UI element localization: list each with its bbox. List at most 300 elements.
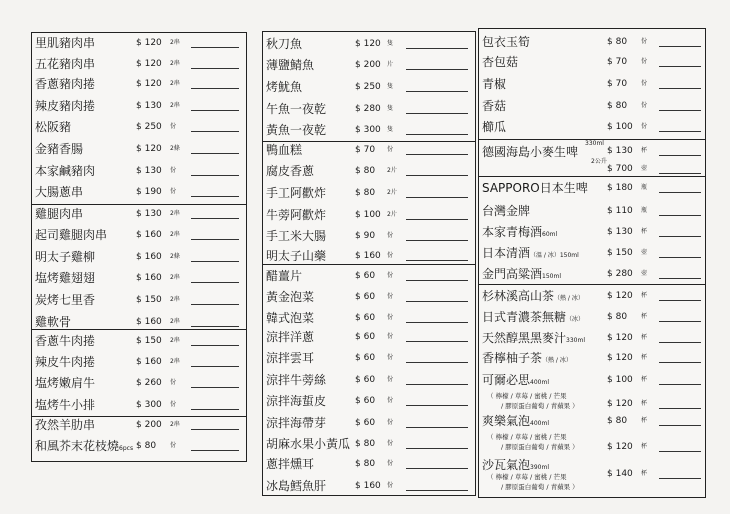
item-size-note: （冰） (566, 316, 585, 323)
order-blank (659, 300, 701, 301)
order-blank (659, 278, 701, 279)
item-name (266, 123, 326, 137)
item-price: $ 120 (355, 39, 381, 49)
item-name-text: 里肌豬肉串 (35, 36, 96, 50)
item-unit: 份 (387, 333, 394, 340)
item-price: $ 160 (136, 230, 162, 240)
item-name (266, 394, 326, 408)
menu-item (263, 186, 475, 206)
item-name (482, 331, 585, 348)
menu-item (479, 181, 705, 201)
item-name-text: 涼拌海蜇皮 (266, 394, 327, 408)
item-unit: 隻 (387, 126, 394, 133)
item-price: $ 120 (136, 38, 162, 48)
menu-item (263, 437, 475, 457)
order-blank (659, 321, 701, 322)
menu-item (263, 143, 475, 163)
item-unit: 份 (387, 482, 394, 489)
item-price: $ 130 (136, 166, 162, 176)
item-unit: 杯 (641, 417, 648, 424)
menu-item (263, 229, 475, 249)
item-name-text: 塩烤嫩肩牛 (35, 376, 96, 390)
order-blank (659, 215, 701, 216)
item-price: $ 160 (136, 252, 162, 262)
item-name-text: 明太子山藥 (266, 249, 327, 263)
item-price: $ 120 (607, 442, 633, 452)
item-name-text: 辣皮豬肉捲 (35, 99, 96, 113)
item-unit: 壺 (641, 270, 648, 277)
order-blank (659, 66, 701, 67)
item-name (482, 373, 549, 390)
item-price: $ 90 (355, 231, 376, 241)
item-name (482, 35, 530, 49)
item-unit: 2串 (170, 39, 180, 46)
menu-item (32, 334, 246, 354)
item-unit: 份 (170, 379, 177, 386)
order-blank (659, 408, 701, 409)
menu-item (32, 228, 246, 248)
item-name (266, 479, 326, 493)
order-blank (659, 155, 701, 156)
menu-item (479, 204, 705, 224)
item-name-text: 金門高粱酒 (482, 267, 543, 281)
item-name (266, 102, 326, 116)
menu-item (479, 331, 705, 351)
item-unit: 2串 (170, 421, 180, 428)
item-name-text: 炭烤七里香 (35, 293, 96, 307)
menu-item (263, 123, 475, 143)
menu-item (479, 267, 705, 287)
menu-item (32, 142, 246, 162)
item-unit: 份 (387, 376, 394, 383)
order-blank (659, 425, 701, 426)
item-name (35, 355, 95, 369)
item-volume: 330ml (585, 140, 604, 147)
item-price: $ 280 (607, 269, 633, 279)
menu-item (479, 373, 705, 393)
menu-item (263, 208, 475, 228)
order-blank (406, 490, 468, 491)
item-unit: 瓶 (641, 207, 648, 214)
menu-item (32, 398, 246, 418)
menu-item (263, 164, 475, 184)
item-name (35, 120, 71, 134)
item-price: $ 60 (355, 353, 376, 363)
item-unit: 2串 (170, 60, 180, 67)
item-price: $ 250 (136, 122, 162, 132)
item-name-text: 櫛瓜 (482, 120, 507, 134)
item-unit: 2串 (170, 231, 180, 238)
item-name-text: 冰島鱈魚肝 (266, 479, 327, 493)
item-unit: 份 (641, 80, 648, 87)
order-blank (406, 280, 468, 281)
item-name-text: 塩烤雞翅翅 (35, 271, 96, 285)
order-blank (191, 88, 239, 89)
item-price: $ 80 (607, 101, 628, 111)
item-name-text: 薄鹽鯖魚 (266, 58, 315, 72)
menu-item (263, 394, 475, 414)
item-name (482, 181, 588, 195)
item-price: $ 60 (355, 332, 376, 342)
order-blank (406, 48, 468, 49)
order-blank (191, 282, 239, 283)
item-name (266, 437, 350, 451)
item-unit: 杯 (641, 292, 648, 299)
item-unit: 2串 (170, 358, 180, 365)
item-price: $ 120 (607, 333, 633, 343)
order-blank (659, 88, 701, 89)
item-price: $ 200 (355, 60, 381, 70)
item-price: $ 130 (136, 209, 162, 219)
menu-item (32, 99, 246, 119)
item-unit: 份 (387, 419, 394, 426)
menu-item (32, 250, 246, 270)
menu-item (263, 479, 475, 499)
menu-item (263, 80, 475, 100)
item-name (35, 77, 95, 91)
item-price: $ 160 (136, 317, 162, 327)
menu-item (479, 458, 705, 498)
order-blank (191, 429, 239, 430)
menu-column-grill (31, 32, 247, 462)
order-blank (406, 301, 468, 302)
item-unit: 份 (387, 354, 394, 361)
item-price: $ 60 (355, 313, 376, 323)
order-blank (191, 153, 239, 154)
item-unit: 份 (387, 314, 394, 321)
item-name-text: 香檸柚子茶 (482, 351, 543, 365)
item-name-text: 塩烤牛小排 (35, 398, 96, 412)
order-blank (191, 110, 239, 111)
item-unit: 杯 (641, 228, 648, 235)
menu-item (479, 414, 705, 434)
item-name (35, 36, 95, 50)
item-unit: 份 (641, 58, 648, 65)
item-price: $ 160 (136, 273, 162, 283)
item-name (35, 418, 95, 432)
order-blank (406, 427, 468, 428)
item-unit: 份 (387, 232, 394, 239)
item-unit: 壺 (641, 249, 648, 256)
item-unit: 2條 (170, 253, 180, 260)
item-unit: 份 (387, 293, 394, 300)
item-unit: 杯 (641, 147, 648, 154)
item-name (266, 457, 314, 471)
order-blank (659, 257, 701, 258)
item-name-text: 香蔥豬肉捲 (35, 77, 96, 91)
item-name (35, 439, 133, 456)
order-blank (659, 478, 701, 479)
menu-item (479, 392, 705, 412)
item-name-text: 黃金泡菜 (266, 290, 315, 304)
item-name (35, 185, 83, 199)
order-blank (191, 366, 239, 367)
item-name (266, 269, 302, 283)
item-unit: 份 (170, 188, 177, 195)
item-unit: 瓶 (641, 184, 648, 191)
item-price: $ 120 (136, 59, 162, 69)
item-name-text: 韓式泡菜 (266, 311, 315, 325)
menu-item (32, 355, 246, 375)
order-blank (191, 196, 239, 197)
order-blank (191, 218, 239, 219)
item-unit: 壺 (641, 165, 648, 172)
item-size-note: （熱 / 冰） (542, 357, 572, 364)
item-name (266, 330, 314, 344)
item-name-text: 杉林溪高山茶 (482, 289, 555, 303)
order-blank (406, 405, 468, 406)
item-name-text: 鴨血糕 (266, 143, 303, 157)
item-price: $ 70 (355, 145, 376, 155)
item-name (266, 208, 326, 222)
item-price: $ 120 (607, 353, 633, 363)
item-price: $ 120 (136, 144, 162, 154)
item-name-text: 涼拌海帶芽 (266, 416, 327, 430)
order-blank (659, 173, 701, 174)
item-name (35, 142, 83, 156)
order-blank (191, 47, 239, 48)
item-name-text: 腐皮香蔥 (266, 164, 315, 178)
item-price: $ 300 (355, 125, 381, 135)
item-unit: 份 (387, 146, 394, 153)
menu-item (263, 373, 475, 393)
item-unit: 份 (641, 102, 648, 109)
item-unit: 份 (170, 123, 177, 130)
item-unit: 隻 (387, 83, 394, 90)
item-name (266, 351, 314, 365)
item-unit: 2串 (170, 296, 180, 303)
item-price: $ 80 (355, 166, 376, 176)
menu-item (479, 120, 705, 140)
item-name (482, 289, 584, 306)
item-name-text: 本家鹹豬肉 (35, 164, 96, 178)
item-name (266, 58, 314, 72)
item-unit: 隻 (387, 40, 394, 47)
item-price: $ 80 (355, 439, 376, 449)
order-blank (191, 261, 239, 262)
item-volume: 2公升 (591, 158, 607, 165)
menu-item (263, 330, 475, 350)
item-price: $ 200 (136, 420, 162, 430)
item-price: $ 60 (355, 292, 376, 302)
item-unit: 2串 (170, 318, 180, 325)
order-blank (406, 384, 468, 385)
menu-item (32, 207, 246, 227)
menu-item (263, 290, 475, 310)
item-name-text: 天然醇黑黑麥汁 (482, 331, 567, 345)
menu-item (32, 36, 246, 56)
item-price: $ 300 (136, 400, 162, 410)
item-name-text: SAPPORO日本生啤 (482, 181, 588, 195)
order-blank (659, 451, 701, 452)
item-unit: 2串 (170, 102, 180, 109)
order-blank (191, 68, 239, 69)
item-name (266, 311, 314, 325)
item-name-text: 可爾必思 (482, 373, 531, 387)
item-price: $ 100 (607, 122, 633, 132)
item-price: $ 60 (355, 375, 376, 385)
order-blank (191, 239, 239, 240)
item-unit: 份 (170, 442, 177, 449)
item-name-text: 雞腿肉串 (35, 207, 84, 221)
order-blank (406, 341, 468, 342)
item-unit: 杯 (641, 334, 648, 341)
item-unit: 份 (387, 397, 394, 404)
item-name-text: 烤魷魚 (266, 80, 303, 94)
item-price: $ 160 (355, 481, 381, 491)
item-price: $ 80 (607, 312, 628, 322)
item-size-note: （熱 / 冰） (554, 295, 584, 302)
item-price: $ 60 (355, 271, 376, 281)
menu-item (479, 77, 705, 97)
item-name (266, 373, 326, 387)
item-price: $ 110 (607, 206, 633, 216)
order-blank (406, 240, 468, 241)
item-unit: 份 (170, 401, 177, 408)
item-price: $ 160 (355, 251, 381, 261)
item-name (35, 207, 83, 221)
item-name-text: 香蔥牛肉捲 (35, 334, 96, 348)
order-blank (191, 450, 239, 451)
menu-item (479, 289, 705, 309)
item-flavor-options: （ 檸檬 / 草莓 / 蜜桃 / 芒果 (487, 473, 567, 481)
order-blank (659, 236, 701, 237)
item-name-text: 沙瓦氣泡 (482, 458, 531, 472)
menu-item (263, 58, 475, 78)
order-blank (406, 134, 468, 135)
item-name (35, 271, 95, 285)
menu-item (263, 311, 475, 331)
item-size-note: （溫 / 冰）150ml (530, 252, 579, 259)
order-blank (406, 197, 468, 198)
menu-item (32, 418, 246, 438)
menu-item (479, 225, 705, 245)
order-blank (406, 219, 468, 220)
item-price: $ 100 (355, 210, 381, 220)
order-blank (406, 362, 468, 363)
item-name (482, 145, 578, 159)
item-unit: 2片 (387, 211, 397, 218)
item-unit: 2串 (170, 274, 180, 281)
item-name-text: 胡麻水果小黃瓜 (266, 437, 351, 451)
item-price: $ 60 (355, 396, 376, 406)
item-name-text: 涼拌雲耳 (266, 351, 315, 365)
item-unit: 2條 (170, 145, 180, 152)
menu-item (479, 433, 705, 455)
order-blank (406, 175, 468, 176)
item-name (35, 376, 95, 390)
item-price: $ 260 (136, 378, 162, 388)
item-name-text: 本家青梅酒 (482, 225, 543, 239)
menu-item (32, 185, 246, 205)
item-price: $ 150 (136, 336, 162, 346)
item-name-text: 日式青濃茶無糖 (482, 310, 567, 324)
item-name (266, 164, 314, 178)
menu-item (263, 37, 475, 57)
item-name-text: 雞軟骨 (35, 315, 72, 329)
menu-item (263, 102, 475, 122)
item-unit: 杯 (641, 400, 648, 407)
item-name-text: 包衣玉筍 (482, 35, 531, 49)
item-size-note: 150ml (542, 273, 561, 280)
item-name (35, 99, 95, 113)
menu-item (263, 269, 475, 289)
item-unit: 份 (641, 123, 648, 130)
item-price: $ 120 (607, 399, 633, 409)
menu-item (263, 457, 475, 477)
item-size-note: 330ml (566, 337, 585, 344)
item-name-text: 和風芥末花枝燒 (35, 439, 120, 453)
item-name-text: 台灣金牌 (482, 204, 531, 218)
item-unit: 2串 (170, 337, 180, 344)
item-name (35, 293, 95, 307)
item-name-text: 德國海島小麥生啤 (482, 145, 579, 159)
item-flavor-options: / 膠原蛋白葡萄 / 青蘋果 ） (501, 402, 579, 410)
order-blank (659, 342, 701, 343)
item-unit: 2片 (387, 189, 397, 196)
order-blank (659, 384, 701, 385)
item-price: $ 80 (607, 416, 628, 426)
item-price: $ 120 (136, 79, 162, 89)
item-flavor-options: （ 檸檬 / 草莓 / 蜜桃 / 芒果 (487, 392, 567, 400)
menu-column-seafood-sides (262, 31, 476, 496)
menu-item (32, 77, 246, 97)
menu-item (32, 376, 246, 396)
item-unit: 份 (387, 440, 394, 447)
item-name-text: 日本清酒 (482, 246, 531, 260)
item-name (266, 80, 302, 94)
item-unit: 杯 (641, 443, 648, 450)
item-name (482, 99, 506, 113)
order-blank (191, 326, 239, 327)
item-unit: 份 (170, 167, 177, 174)
item-name (266, 143, 302, 157)
item-name-text: 手工阿歡炸 (266, 186, 327, 200)
item-name (35, 334, 95, 348)
item-unit: 2片 (387, 167, 397, 174)
item-name (35, 398, 95, 412)
item-name-text: 香菇 (482, 99, 507, 113)
item-name (35, 228, 107, 242)
item-unit: 杯 (641, 470, 648, 477)
order-blank (406, 113, 468, 114)
item-name-text: 涼拌牛蒡絲 (266, 373, 327, 387)
item-name-text: 辣皮牛肉捲 (35, 355, 96, 369)
item-flavor-options: / 膠原蛋白葡萄 / 青蘋果 ） (501, 443, 579, 451)
item-price: $ 190 (136, 187, 162, 197)
order-blank (659, 362, 701, 363)
item-name (266, 229, 326, 243)
item-name (35, 164, 95, 178)
menu-item (32, 439, 246, 459)
menu-column-vegetables-drinks (478, 28, 706, 498)
item-price: $ 140 (607, 469, 633, 479)
menu-item (32, 315, 246, 335)
item-name (482, 267, 561, 284)
item-name-text: 涼拌洋蔥 (266, 330, 315, 344)
order-blank (406, 322, 468, 323)
item-size-note: 400ml (530, 379, 549, 386)
order-blank (191, 304, 239, 305)
menu-item (479, 99, 705, 119)
order-blank (191, 131, 239, 132)
order-blank (191, 387, 239, 388)
item-price: $ 180 (607, 183, 633, 193)
item-name (482, 120, 506, 134)
item-unit: 杯 (641, 354, 648, 361)
item-name-text: 蔥拌燻耳 (266, 457, 315, 471)
item-name-text: 牛蒡阿歡炸 (266, 208, 327, 222)
